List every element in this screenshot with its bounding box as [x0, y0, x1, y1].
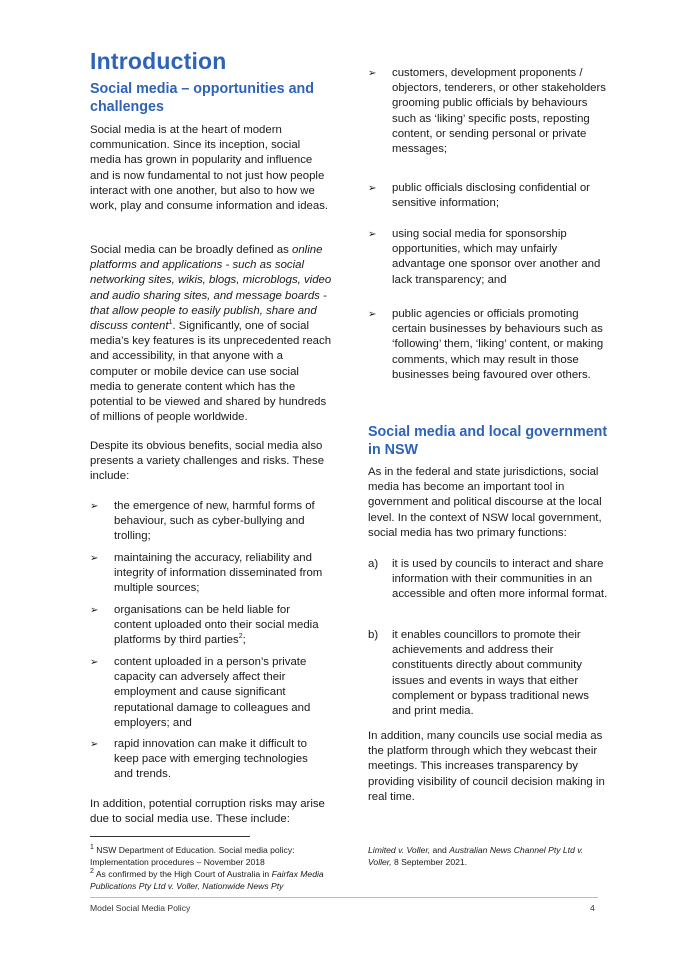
arrow-bullet-icon: ➢ [90, 605, 99, 616]
local-gov-paragraph-2: In addition, many councils use social media as the platform through which they webcast their meetings. This increases transparency by providing visibility of council decision making in real time. [368, 730, 605, 803]
arrow-bullet-icon: ➢ [90, 553, 99, 564]
intro-paragraph-2: Social media can be broadly defined as online platforms and applications - such as social networking sites, wikis, blogs, microblogs, video and audio sharing sites, and message boards - that allow people to easily publish, share and discuss content$^1$. Significantly, one of social media’s key features is its unprecedented reach and accessibility, in that anyone with a computer or mobile device can use social media to generate content which has the potential to be viewed and shared by hundreds of millions of people worldwide. [90, 244, 332, 424]
arrow-bullet-icon: ➢ [90, 657, 99, 668]
footnote-divider [90, 836, 250, 837]
list-marker: b) [368, 629, 379, 641]
list-marker: a) [368, 558, 379, 570]
arrow-bullet-icon: ➢ [368, 229, 377, 240]
page-number: 4 [590, 903, 595, 913]
footnote-1: $^1$ NSW Department of Education. Social media policy: Implementation procedures – November 2018 [90, 844, 295, 867]
arrow-bullet-icon: ➢ [368, 68, 377, 79]
intro-paragraph-3: Despite its obvious benefits, social media also presents a variety challenges and risks. These include: [90, 440, 325, 483]
intro-paragraph-4: In addition, potential corruption risks may arise due to social media use. These include: [90, 798, 325, 826]
page-title: Introduction [90, 48, 227, 74]
footnote-2: $^2$ As confirmed by the High Court of Australia in Fairfax Media Publications Pty Ltd v. Voller, Nationwide News Pty [90, 868, 324, 891]
local-gov-paragraph-1: As in the federal and state jurisdictions, social media has become an important tool in government and political discourse at the local level. In the context of NSW local government, social media has two primary functions: [368, 466, 602, 539]
arrow-bullet-icon: ➢ [368, 183, 377, 194]
section-heading-opportunities: Social media – opportunities and challenges [90, 81, 315, 115]
footer-divider [90, 897, 598, 898]
arrow-bullet-icon: ➢ [90, 501, 99, 512]
arrow-bullet-icon: ➢ [90, 739, 99, 750]
footer-document-title: Model Social Media Policy [90, 903, 191, 913]
section-heading-local-government: Social media and local government in NSW [368, 424, 608, 458]
arrow-bullet-icon: ➢ [368, 309, 377, 320]
intro-paragraph-1: Social media is at the heart of modern communication. Since its inception, social media has grown in popularity and influence and is now fundamental to not just how people interact with one another, but also to how we work, play and consume information and ideas. [90, 124, 329, 213]
footnote-2-continued: Limited v. Voller, and Australian News Channel Pty Ltd v. Voller, 8 September 2021. [368, 845, 584, 867]
